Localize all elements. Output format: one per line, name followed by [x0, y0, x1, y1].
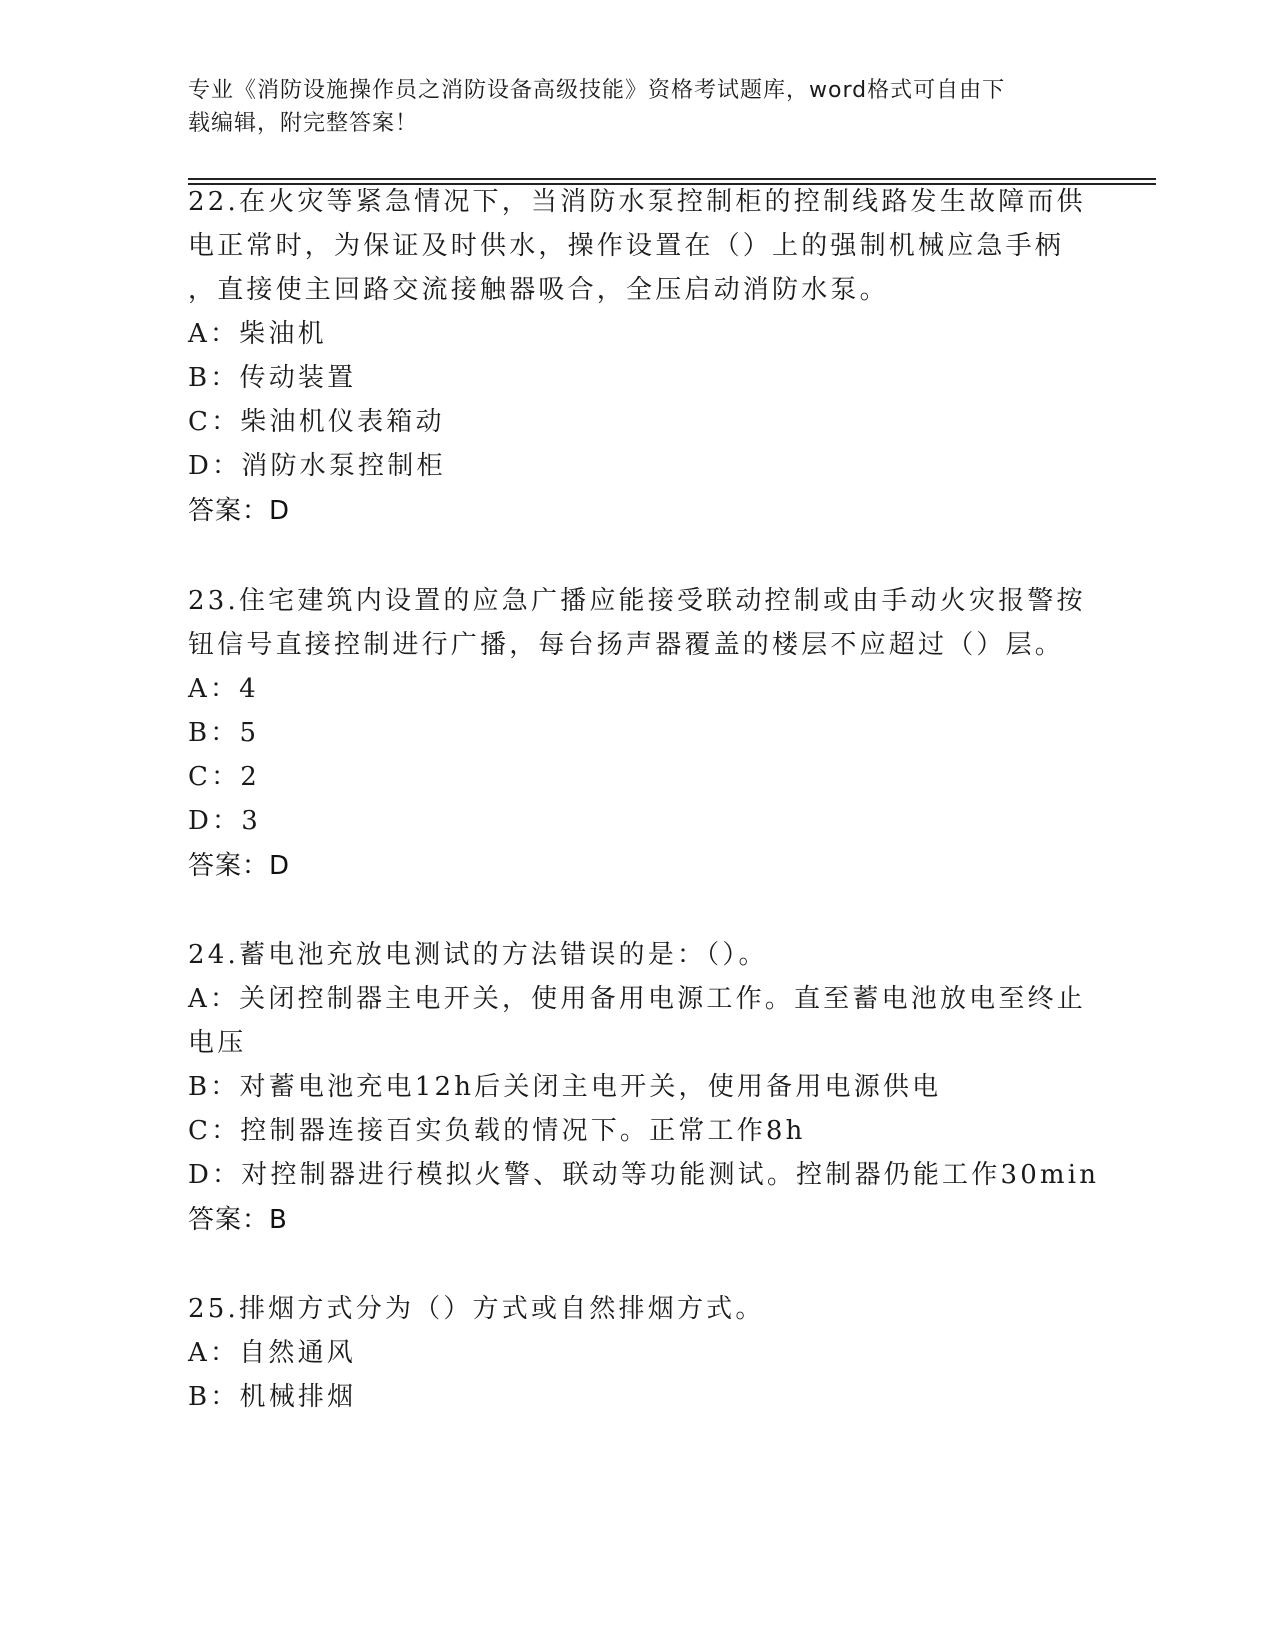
question-23-stem-line-2: 钮信号直接控制进行广播，每台扬声器覆盖的楼层不应超过（）层。: [188, 630, 1065, 660]
question-22-stem-line-2: 电正常时，为保证及时供水，操作设置在（）上的强制机械应急手柄: [188, 231, 1065, 261]
question-22-stem-line-1: 22.在火灾等紧急情况下，当消防水泵控制柜的控制线路发生故障而供: [188, 187, 1086, 217]
question-24-option-d: D：对控制器进行模拟火警、联动等功能测试。控制器仍能工作30min: [188, 1160, 1100, 1190]
question-22-option-c: C：柴油机仪表箱动: [188, 407, 445, 437]
question-24-option-a-continued: 电压: [188, 1028, 247, 1058]
question-24-stem-line-1: 24.蓄电池充放电测试的方法错误的是：（）。: [188, 940, 768, 970]
header-title-line-2: 载编辑，附完整答案！: [188, 111, 419, 136]
question-24-option-b: B：对蓄电池充电12h后关闭主电开关，使用备用电源供电: [188, 1072, 942, 1102]
question-22-option-d: D：消防水泵控制柜: [188, 451, 446, 481]
question-22-stem-line-3: ，直接使主回路交流接触器吸合，全压启动消防水泵。: [188, 275, 889, 305]
question-22-answer: 答案：D: [188, 496, 291, 526]
question-25-option-a: A：自然通风: [188, 1338, 356, 1368]
question-22-option-a: A：柴油机: [188, 319, 327, 349]
question-24-option-c: C：控制器连接百实负载的情况下。正常工作8h: [188, 1116, 806, 1146]
question-24-answer: 答案：B: [188, 1205, 288, 1235]
question-23-stem-line-1: 23.住宅建筑内设置的应急广播应能接受联动控制或由手动火灾报警按: [188, 586, 1086, 616]
question-23-option-b: B：5: [188, 718, 260, 748]
question-22-option-b: B：传动装置: [188, 363, 357, 393]
header-divider-top: [188, 178, 1156, 180]
question-23-option-c: C：2: [188, 762, 261, 792]
question-23-answer: 答案：D: [188, 851, 291, 881]
document-header: [188, 74, 1068, 140]
question-24-option-a: A：关闭控制器主电开关，使用备用电源工作。直至蓄电池放电至终止: [188, 984, 1086, 1014]
question-23-option-a: A：4: [188, 674, 259, 704]
question-25-stem-line-1: 25.排烟方式分为（）方式或自然排烟方式。: [188, 1294, 765, 1324]
header-title-line-1: 专业《消防设施操作员之消防设备高级技能》资格考试题库，word格式可自由下: [188, 78, 1006, 103]
question-25-option-b: B：机械排烟: [188, 1382, 357, 1412]
question-23-option-d: D：3: [188, 806, 261, 836]
